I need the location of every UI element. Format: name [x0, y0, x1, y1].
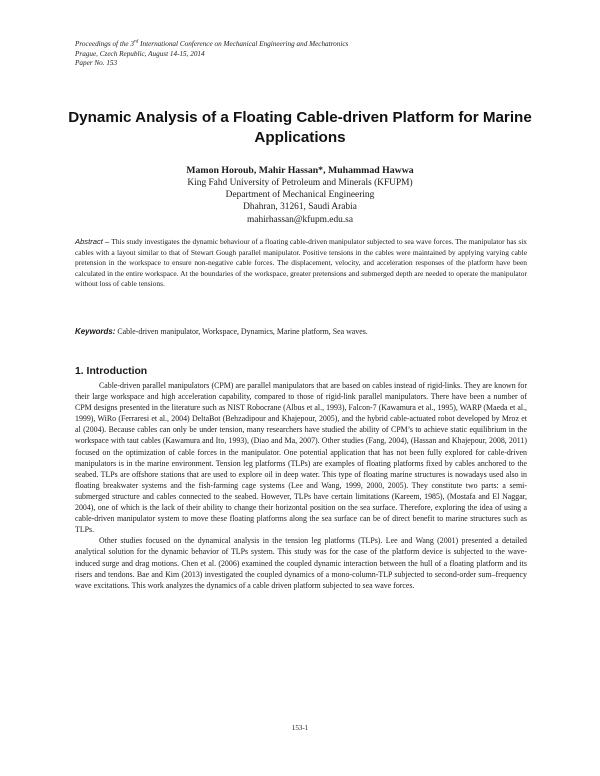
affiliation-address: Dhahran, 31261, Saudi Arabia	[243, 202, 357, 213]
abstract-text: This study investigates the dynamic behaviour of a floating cable-driven manipulator subjected to sea wave forces. The manipulator has six cables with a layout similar to that of Stewart Gough parallel manipulator. Positive tensions in the cables were maintained by applying varying cable pretension in the workspace to ensure non-negative cable forces. The displacement, velocity, and acceleration responses of the platform have been calculated in the entire workspace. At the boundaries of the workspace, greater pretensions and submerged depth are needed to operate the manipulator without loss of cable tensions.	[75, 237, 528, 288]
abstract	[75, 237, 527, 290]
proceedings-header	[75, 40, 525, 69]
paper-title: Dynamic Analysis of a Floating Cable-driven Platform for Marine Applications	[68, 109, 532, 146]
affiliation-email: mahirhassan@kfupm.edu.sa	[246, 214, 353, 225]
header-line-paper-number: Paper No. 153	[75, 59, 118, 68]
keywords	[75, 327, 527, 337]
keywords-label: Keywords:	[75, 327, 116, 336]
page-number: 153-1	[291, 724, 309, 732]
introduction-body	[75, 380, 527, 591]
affiliation-block	[60, 177, 540, 226]
affiliation-university: King Fahd University of Petroleum and Minerals (KFUPM)	[187, 178, 413, 188]
header-line-location: Prague, Czech Republic, August 14-15, 2014	[75, 49, 205, 58]
keywords-text: Cable-driven manipulator, Workspace, Dynamics, Marine platform, Sea waves.	[115, 327, 368, 336]
abstract-label: Abstract –	[75, 237, 112, 246]
paragraph: Other studies focused on the dynamical analysis in the tension leg platforms (TLPs). Lee and Wang (2001) presented a detailed analytical solution for the dynamic behavior of TLPs system. This study was for the case of the platform device is subjected to the wave-induced surge and drag motions. Chen et al. (2006) examined the coupled dynamic interaction between the hull of a floating platform and its risers and tendons. Bae and Kim (2013) investigated the coupled dynamics of a mono-column-TLP subjected to second-order sum–frequency wave excitations. This work analyzes the dynamics of a cable driven platform subjected to sea wave forces.	[75, 536, 527, 590]
section-heading-introduction: 1. Introduction	[75, 366, 148, 377]
author-list: Mamon Horoub, Mahir Hassan*, Muhammad Hawwa	[186, 165, 414, 176]
header-line-conference: Proceedings of the 3rd International Conference on Mechanical Engineering and Mechatronics	[75, 39, 349, 48]
paragraph: Cable-driven parallel manipulators (CPM) are parallel manipulators that are based on cables instead of rigid-links. They are known for their large workspace and high acceleration capability, compared to those of rigid-link parallel manipulators. There have been a number of CPM designs presented in the literature such as NIST Robocrane (Albus et al., 1993), Falcon-7 (Kawamura et al., 1995), WARP (Maeda et al., 1999), WiRo (Ferraresi et al., 2004) DeltaBot (Behzadipour and Khajepour, 2005), and the hybrid cable-actuated robot developed by Mroz et al (2004). Because cables can only be under tension, many researchers have studied the ability of CPM’s to achieve static equilibrium in the workspace with taut cables (Kawamura and Ito, 1993), (Diao and Ma, 2007). Other studies (Fang, 2004), (Hassan and Khajepour, 2008, 2011) focused on the optimization of cable forces in the manipulator. One potential application that has not been fully explored for cable-driven manipulators is in the marine environment. Tension leg platforms (TLPs) are examples of floating platforms fixed by cables anchored to the seabed. TLPs are offshore stations that are used to explore oil in deep water. This type of floating marine structures is nowadays used also in floating breakwater systems and the fish-farming cage systems (Lee and Wang, 1999, 2000, 2005). They constitute two parts: a semi-submerged structure and cables connected to the seabed. However, TLPs have certain limitations (Kareem, 1985), (Mostafa and El Naggar, 2004), one of which is the lack of their ability to change their horizontal position on the sea surface. Therefore, exploring the idea of using a cable-driven manipulator system to move these floating platforms along the sea surface can be of direct benefit to marine structures such as TLPs.	[75, 381, 527, 535]
affiliation-department: Department of Mechanical Engineering	[225, 190, 375, 201]
